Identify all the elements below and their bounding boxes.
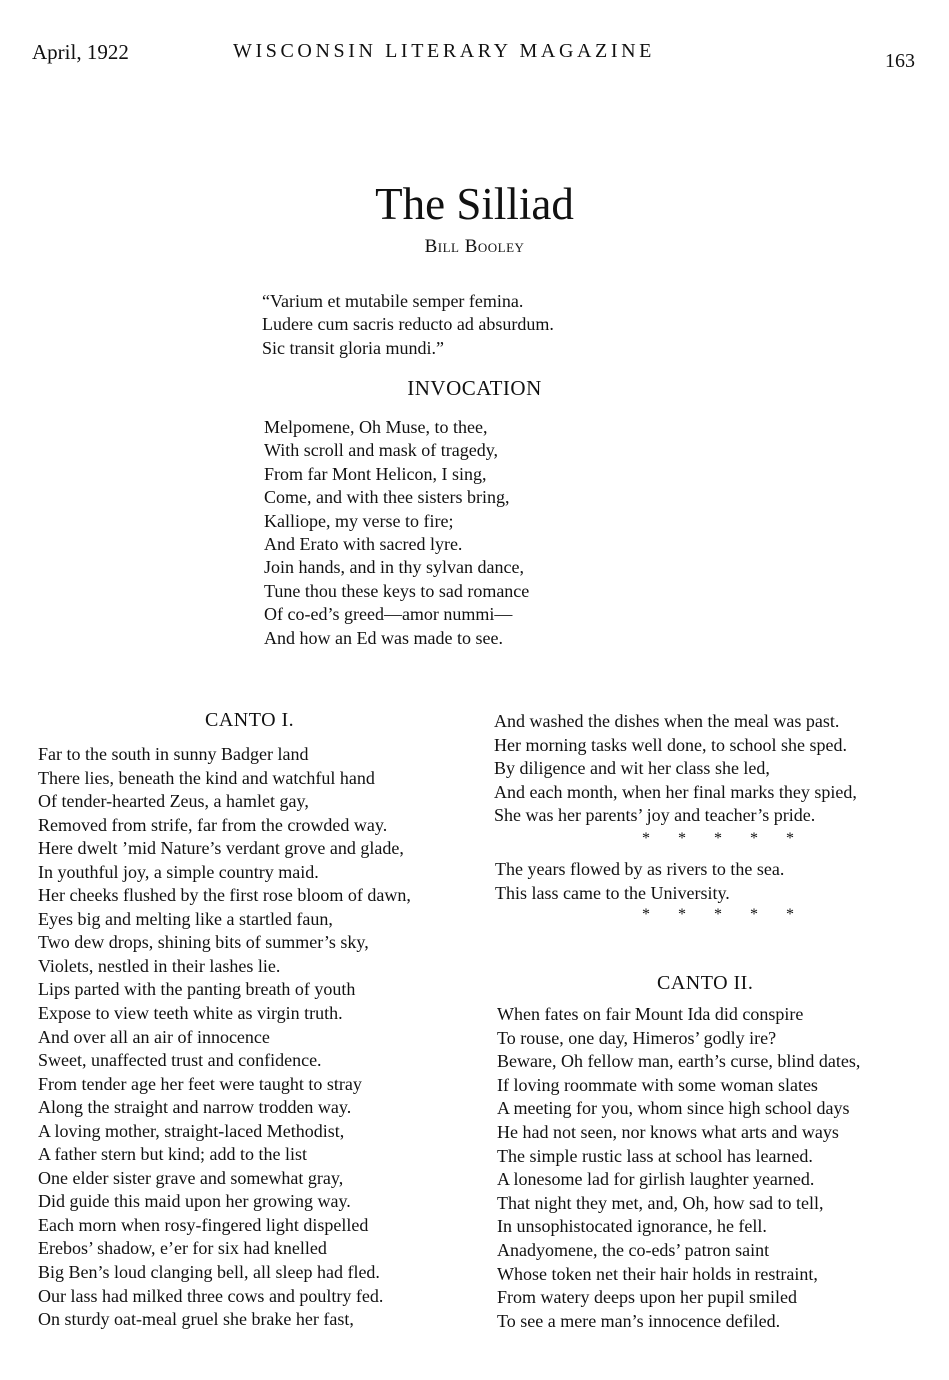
- verse-line: Anadyomene, the co-eds’ patron saint: [497, 1239, 770, 1260]
- verse-line: Did guide this maid upon her growing way.: [38, 1191, 351, 1212]
- canto-2-heading: CANTO II.: [657, 972, 754, 994]
- section-separator: * * * * *: [642, 830, 806, 847]
- verse-line: With scroll and mask of tragedy,: [264, 440, 499, 461]
- verse-line: And over all an air of innocence: [38, 1026, 270, 1047]
- verse-line: To rouse, one day, Himeros’ godly ire?: [497, 1027, 777, 1048]
- verse-line: A meeting for you, whom since high school days: [497, 1098, 850, 1119]
- verse-line: Her cheeks flushed by the first rose bloom of dawn,: [38, 885, 411, 906]
- verse-line: Removed from strife, far from the crowded way.: [38, 814, 388, 835]
- verse-line: Of co-ed’s greed—amor nummi—: [264, 604, 513, 625]
- verse-line: Lips parted with the panting breath of youth: [38, 979, 356, 1000]
- verse-line: Violets, nestled in their lashes lie.: [38, 955, 281, 976]
- verse-line: In youthful joy, a simple country maid.: [38, 861, 319, 882]
- verse-line: Kalliope, my verse to fire;: [264, 510, 454, 531]
- verse-line: “Varium et mutabile semper femina.: [262, 291, 524, 311]
- invocation-heading: INVOCATION: [407, 376, 542, 400]
- invocation-stanza: [264, 416, 529, 650]
- verse-line: And how an Ed was made to see.: [264, 627, 503, 648]
- verse-line: Expose to view teeth white as virgin truth.: [38, 1003, 343, 1024]
- poem-title: The Silliad: [375, 179, 574, 230]
- verse-line: Far to the south in sunny Badger land: [38, 744, 309, 764]
- verse-line: Come, and with thee sisters bring,: [264, 487, 510, 508]
- verse-line: Sic transit gloria mundi.”: [262, 337, 444, 358]
- verse-line: Big Ben’s loud clanging bell, all sleep had fled.: [38, 1262, 380, 1283]
- verse-line: Of tender-hearted Zeus, a hamlet gay,: [38, 791, 309, 812]
- verse-line: Along the straight and narrow trodden way.: [38, 1097, 352, 1118]
- verse-line: And Erato with sacred lyre.: [264, 534, 463, 555]
- verse-line: One elder sister grave and somewhat gray,: [38, 1167, 344, 1188]
- verse-line: He had not seen, nor knows what arts and ways: [497, 1121, 839, 1142]
- verse-line: Sweet, unaffected trust and confidence.: [38, 1050, 322, 1071]
- verse-line: On sturdy oat-meal gruel she brake her fast,: [38, 1309, 354, 1330]
- section-separator: * * * * *: [642, 906, 806, 923]
- verse-line: From far Mont Helicon, I sing,: [264, 463, 487, 484]
- poem-author: Bill Booley: [424, 236, 525, 257]
- verse-line: Ludere cum sacris reducto ad absurdum.: [262, 314, 554, 335]
- canto-1-verse: [38, 743, 411, 1332]
- verse-line: Each morn when rosy-fingered light dispelled: [38, 1214, 369, 1235]
- verse-line: Here dwelt ’mid Nature’s verdant grove and glade,: [38, 838, 404, 859]
- verse-line: Her morning tasks well done, to school she sped.: [494, 734, 847, 755]
- canto-1-closing-verse: [495, 858, 784, 905]
- verse-line: By diligence and wit her class she led,: [494, 758, 770, 779]
- verse-line: A lonesome lad for girlish laughter yearned.: [497, 1169, 815, 1190]
- verse-line: Beware, Oh fellow man, earth’s curse, blind dates,: [497, 1051, 861, 1072]
- verse-line: The years flowed by as rivers to the sea.: [495, 859, 785, 879]
- canto-2-verse: [497, 1003, 860, 1333]
- verse-line: A father stern but kind; add to the list: [38, 1144, 307, 1165]
- verse-line: Two dew drops, shining bits of summer’s sky,: [38, 932, 369, 953]
- verse-line: There lies, beneath the kind and watchful hand: [38, 767, 375, 788]
- verse-line: From watery deeps upon her pupil smiled: [497, 1287, 797, 1308]
- verse-line: The simple rustic lass at school has learned.: [497, 1145, 813, 1166]
- canto-1-heading: CANTO I.: [205, 709, 295, 731]
- epigraph: [262, 290, 554, 360]
- verse-line: Our lass had milked three cows and poultry fed.: [38, 1285, 384, 1306]
- issue-date: April, 1922: [32, 40, 129, 64]
- magazine-name: WISCONSIN LITERARY MAGAZINE: [233, 40, 655, 62]
- verse-line: A loving mother, straight-laced Methodist,: [38, 1120, 345, 1141]
- verse-line: If loving roommate with some woman slates: [497, 1074, 818, 1095]
- verse-line: Whose token net their hair holds in restraint,: [497, 1263, 818, 1284]
- page-number: 163: [885, 50, 915, 72]
- canto-1-verse-continued: [494, 710, 857, 828]
- verse-line: In unsophistocated ignorance, he fell.: [497, 1216, 767, 1237]
- verse-line: To see a mere man’s innocence defiled.: [497, 1310, 781, 1331]
- verse-line: And each month, when her final marks they spied,: [494, 781, 857, 802]
- verse-line: From tender age her feet were taught to stray: [38, 1073, 362, 1094]
- verse-line: Join hands, and in thy sylvan dance,: [264, 557, 524, 578]
- verse-line: When fates on fair Mount Ida did conspire: [497, 1004, 804, 1024]
- verse-line: She was her parents’ joy and teacher’s pride.: [494, 805, 816, 826]
- verse-line: Eyes big and melting like a startled faun,: [38, 908, 333, 929]
- verse-line: That night they met, and, Oh, how sad to tell,: [497, 1192, 824, 1213]
- verse-line: Melpomene, Oh Muse, to thee,: [264, 417, 488, 437]
- verse-line: Tune thou these keys to sad romance: [264, 580, 530, 601]
- verse-line: This lass came to the University.: [495, 882, 730, 903]
- verse-line: Erebos’ shadow, e’er for six had knelled: [38, 1238, 327, 1259]
- verse-line: And washed the dishes when the meal was past.: [494, 711, 840, 731]
